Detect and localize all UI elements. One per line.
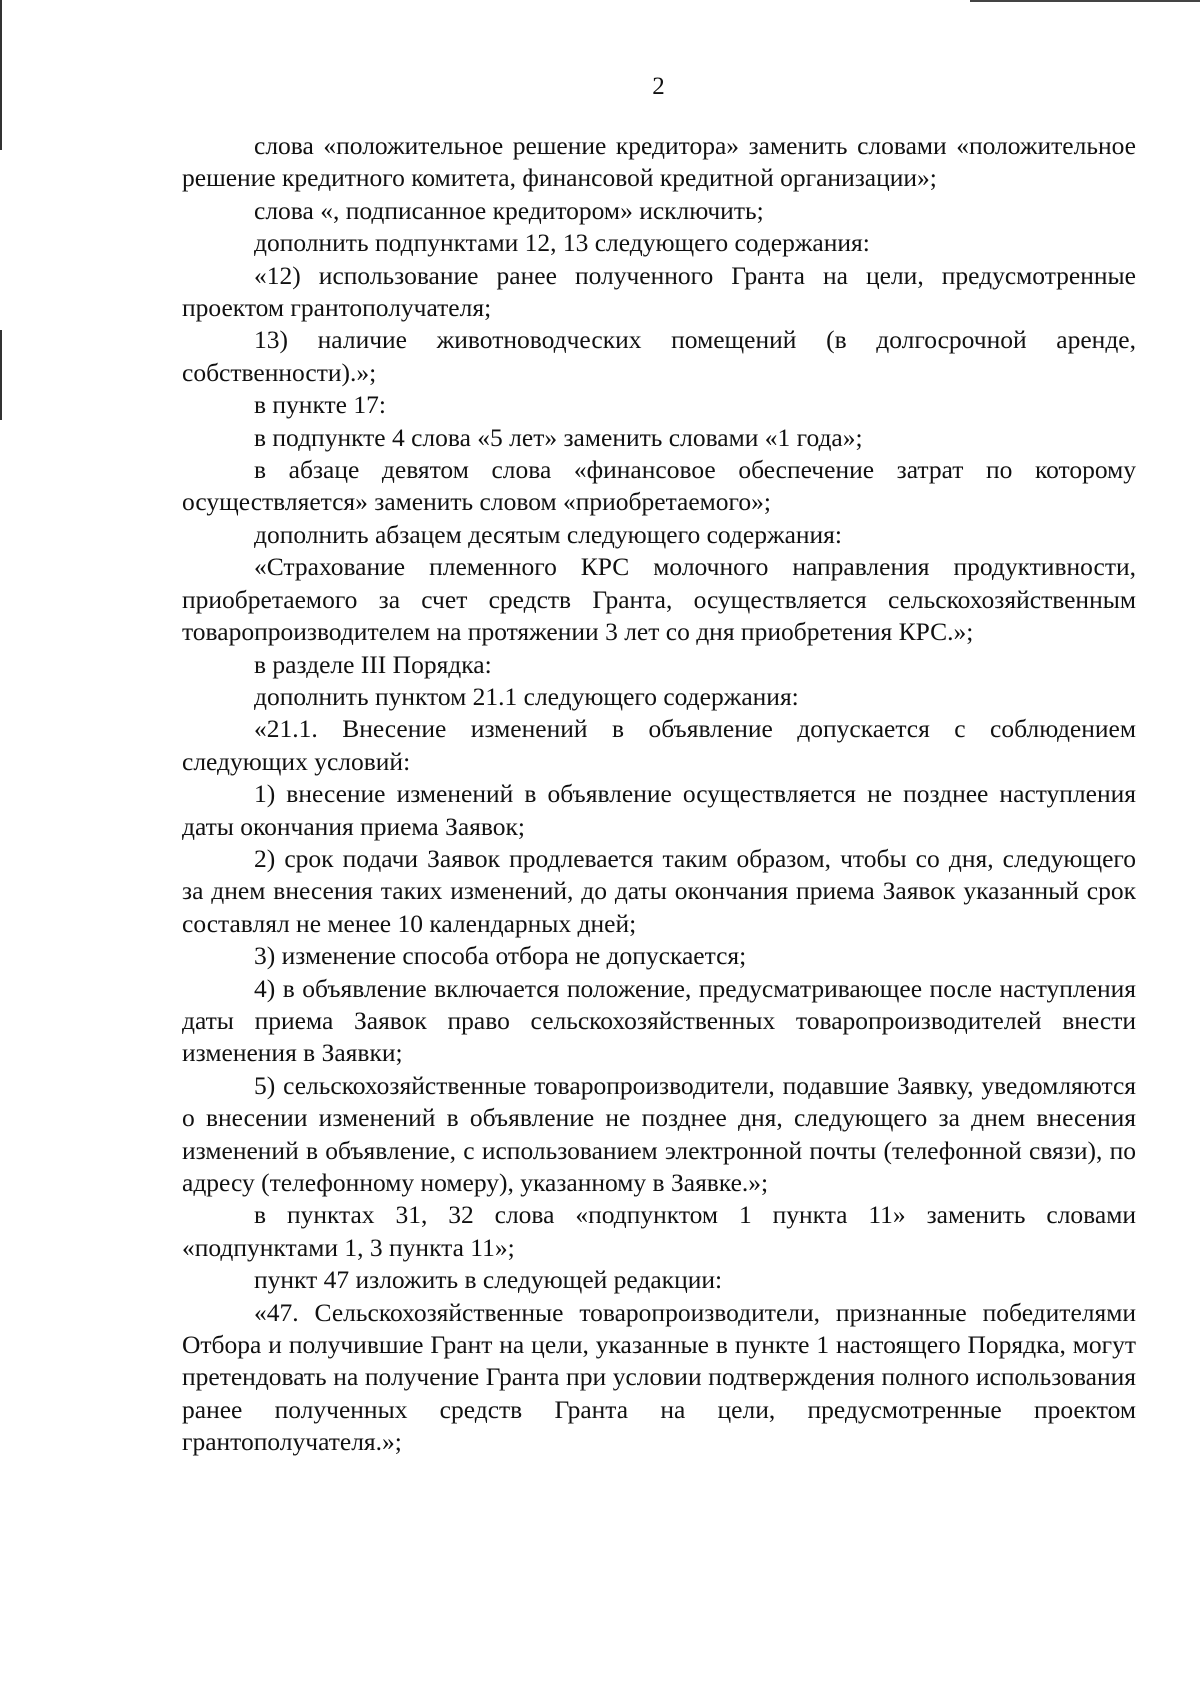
paragraph: 2) срок подачи Заявок продлевается таким образом, чтобы со дня, следующего за днем внесения таких изменений, до даты окончания приема Заявок указанный срок составлял не менее 10 календарных дней; <box>182 843 1136 938</box>
page-number: 2 <box>652 73 665 100</box>
paragraph: 13) наличие животноводческих помещений (в долгосрочной аренде, собственности).»; <box>182 325 1136 387</box>
paragraph: 3) изменение способа отбора не допускается; <box>254 941 747 971</box>
paragraph: 5) сельскохозяйственные товаропроизводители, подавшие Заявку, уведомляются о внесении изменений в объявление не позднее дня, следующего за днем внесения изменений в объявление, с использованием электронной почты (телефонной связи), по адресу (телефонному номеру), указанному в Заявке.»; <box>182 1070 1136 1197</box>
scan-top-rule <box>970 0 1200 2</box>
paragraph: дополнить пунктом 21.1 следующего содержания: <box>254 681 799 711</box>
paragraph: дополнить подпунктами 12, 13 следующего содержания: <box>254 228 870 258</box>
paragraph: «21.1. Внесение изменений в объявление допускается с соблюдением следующих условий: <box>182 714 1136 776</box>
paragraph: в пунктах 31, 32 слова «подпунктом 1 пункта 11» заменить словами «подпунктами 1, 3 пункта 11»; <box>182 1200 1136 1262</box>
paragraph: 1) внесение изменений в объявление осуществляется не позднее наступления даты окончания приема Заявок; <box>182 779 1136 841</box>
paragraph: слова «положительное решение кредитора» заменить словами «положительное решение кредитного комитета, финансовой кредитной организации»; <box>182 131 1136 193</box>
paragraph: слова «, подписанное кредитором» исключить; <box>254 195 764 225</box>
paragraph: в разделе III Порядка: <box>254 649 492 679</box>
paragraph: пункт 47 изложить в следующей редакции: <box>254 1265 723 1295</box>
scan-edge-mark-middle <box>0 330 2 420</box>
paragraph: в подпункте 4 слова «5 лет» заменить словами «1 года»; <box>254 422 863 452</box>
paragraph: «12) использование ранее полученного Гранта на цели, предусмотренные проектом грантополучателя; <box>182 260 1136 323</box>
document-body <box>182 130 1136 1459</box>
paragraph: 4) в объявление включается положение, предусматривающее после наступления даты приема Заявок право сельскохозяйственных товаропроизводителей внести изменения в Заявки; <box>182 973 1136 1068</box>
paragraph: дополнить абзацем десятым следующего содержания: <box>254 519 842 549</box>
paragraph: в абзаце девятом слова «финансовое обеспечение затрат по которому осуществляется» заменить словом «приобретаемого»; <box>182 455 1136 517</box>
paragraph: в пункте 17: <box>254 390 386 420</box>
paragraph: «47. Сельскохозяйственные товаропроизводители, признанные победителями Отбора и получившие Грант на цели, указанные в пункте 1 настоящего Порядка, могут претендовать на получение Гранта при условии подтверждения полного использования ранее полученных средств Гранта на цели, предусмотренные проектом грантополучателя.»; <box>182 1297 1136 1457</box>
paragraph: «Страхование племенного КРС молочного направления продуктивности, приобретаемого за счет средств Гранта, осуществляется сельскохозяйственным товаропроизводителем на протяжении 3 лет со дня приобретения КРС.»; <box>182 552 1136 647</box>
